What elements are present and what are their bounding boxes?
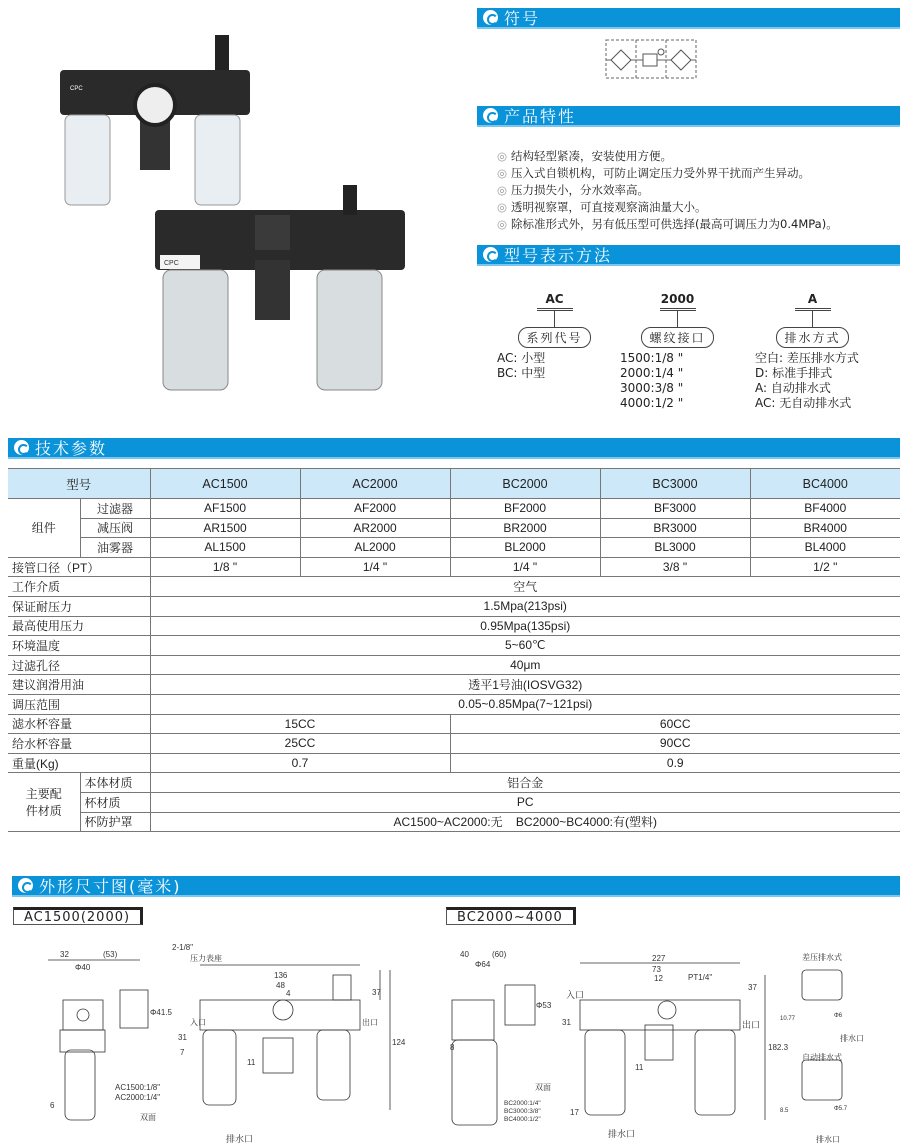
table-cell: 铝合金 [150,773,900,793]
code-value: AC [545,292,564,306]
table-cell: 油雾器 [80,538,150,558]
dimension-drawing-bc [430,930,900,1148]
table-cell: 5~60℃ [150,636,900,656]
table-row [8,655,900,675]
pneumatic-symbol [605,38,700,80]
svg-text:排水口: 排水口 [226,1134,254,1144]
svg-text:40: 40 [460,950,469,959]
table-cell: 0.05~0.85Mpa(7~121psi) [150,694,900,714]
svg-text:BC3000:3/8": BC3000:3/8" [504,1108,541,1115]
table-row [8,694,900,714]
code-option: 1500:1/8 " [620,351,684,365]
table-cell: BL2000 [450,538,600,558]
svg-text:37: 37 [372,988,381,997]
table-cell: 空气 [150,577,900,597]
table-cell: AL2000 [300,538,450,558]
section-icon [18,878,33,893]
section-header-dimensions [12,876,900,897]
section-header-features [477,106,900,127]
feature-text: 结构轻型紧凑，安装使用方便。 [511,149,673,163]
table-cell: BL3000 [600,538,750,558]
table-cell: 杯防护罩 [80,812,150,832]
svg-text:BC2000:1/4": BC2000:1/4" [504,1100,541,1107]
section-title: 型号表示方法 [504,246,613,265]
svg-text:136: 136 [274,971,288,980]
svg-text:12: 12 [654,974,663,983]
table-cell: 1/4 " [450,557,600,577]
code-label: 螺纹接口 [641,327,713,348]
section-header-model [477,245,900,266]
svg-text:排水口: 排水口 [840,1034,864,1043]
table-cell: BL4000 [750,538,900,558]
section-icon [14,440,29,455]
svg-text:出口: 出口 [742,1020,761,1030]
table-row [8,557,900,577]
table-cell: AF1500 [150,499,300,519]
svg-text:入口: 入口 [566,990,585,1000]
table-cell: 调压范围 [8,694,150,714]
table-cell: BF3000 [600,499,750,519]
small-frl-unit [60,35,250,205]
table-cell: AC1500~AC2000:无 BC2000~BC4000:有(塑料) [150,812,900,832]
table-cell: 15CC [150,714,450,734]
section-title: 符号 [504,9,541,28]
svg-text:AC1500:1/8": AC1500:1/8" [115,1083,161,1092]
svg-text:37: 37 [748,983,757,992]
code-value: A [807,292,818,306]
code-stem [812,311,813,327]
feature-item [497,165,838,182]
feature-item [497,216,838,233]
section-icon [483,247,498,262]
svg-text:32: 32 [60,950,69,959]
code-option: 2000:1/4 " [620,366,684,380]
bullet-icon: ◎ [497,166,508,180]
code-option: BC: 中型 [497,366,546,380]
section-title: 产品特性 [504,107,577,126]
svg-text:17: 17 [570,1108,579,1117]
svg-text:Φ53: Φ53 [536,1001,552,1010]
table-row [8,714,900,734]
table-cell: 3/8 " [600,557,750,577]
svg-text:压力表座: 压力表座 [190,954,222,963]
svg-text:8.5: 8.5 [780,1108,789,1114]
svg-text:(53): (53) [103,950,118,959]
code-option: D: 标准手排式 [755,366,833,380]
bullet-icon: ◎ [497,217,508,231]
table-cell: 60CC [450,714,900,734]
table-cell: 40μm [150,655,900,675]
table-cell: BF2000 [450,499,600,519]
svg-text:31: 31 [562,1018,571,1027]
table-cell: 减压阀 [80,518,150,538]
feature-item [497,199,838,216]
table-row [8,518,900,538]
table-cell: 保证耐压力 [8,596,150,616]
table-cell: 0.7 [150,753,450,773]
feature-item [497,148,838,165]
table-cell: 1/8 " [150,557,300,577]
svg-text:182.3: 182.3 [768,1043,789,1052]
table-cell: PC [150,792,900,812]
table-row [8,792,900,812]
svg-text:PT1/4": PT1/4" [688,973,713,982]
table-cell: 25CC [150,734,450,754]
svg-text:出口: 出口 [362,1018,378,1027]
table-cell: BR4000 [750,518,900,538]
svg-text:6: 6 [50,1101,55,1110]
table-cell: AF2000 [300,499,450,519]
model-code-part [497,292,612,381]
svg-text:(60): (60) [492,950,507,959]
svg-text:BC4000:1/2": BC4000:1/2" [504,1116,541,1123]
svg-text:31: 31 [178,1033,187,1042]
medium-frl-unit [155,185,405,390]
section-header-specs [8,438,900,459]
code-stem [677,311,678,327]
table-header-row [8,469,900,499]
code-option: 3000:3/8 " [620,381,684,395]
feature-text: 压力损失小，分水效率高。 [511,183,650,197]
table-cell: 最高使用压力 [8,616,150,636]
svg-text:73: 73 [652,965,661,974]
code-option: AC: 小型 [497,351,546,365]
svg-text:自动排水式: 自动排水式 [802,1053,842,1062]
table-cell: BC2000 [450,469,600,499]
svg-text:双面: 双面 [535,1083,551,1092]
svg-text:48: 48 [276,981,285,990]
svg-text:2-1/8": 2-1/8" [172,943,194,952]
svg-text:CPC: CPC [164,260,179,267]
table-cell: 型号 [8,469,150,499]
product-photo [55,30,435,400]
svg-text:Φ41.5: Φ41.5 [150,1008,172,1017]
dimension-drawing-ac [0,930,430,1148]
svg-text:8: 8 [450,1043,455,1052]
svg-text:10.77: 10.77 [780,1016,796,1022]
bullet-icon: ◎ [497,149,508,163]
table-cell: 接管口径（PT） [8,557,150,577]
dimension-tag-ac: AC1500(2000) [13,907,143,925]
table-cell: BC3000 [600,469,750,499]
svg-text:227: 227 [652,954,666,963]
table-cell: BC4000 [750,469,900,499]
svg-text:11: 11 [247,1058,256,1067]
svg-text:AC2000:1/4": AC2000:1/4" [115,1093,161,1102]
table-cell: 过滤器 [80,499,150,519]
spec-table [8,468,900,832]
svg-text:CPC: CPC [70,86,83,92]
code-label: 系列代号 [518,327,590,348]
table-cell: 90CC [450,734,900,754]
table-row [8,636,900,656]
table-cell: BR3000 [600,518,750,538]
bullet-icon: ◎ [497,183,508,197]
svg-text:入口: 入口 [190,1018,206,1027]
table-cell: AC1500 [150,469,300,499]
table-cell: 环境温度 [8,636,150,656]
table-row [8,753,900,773]
table-cell: 杯材质 [80,792,150,812]
svg-text:124: 124 [392,1038,406,1047]
table-cell: 过滤孔径 [8,655,150,675]
svg-text:差压排水式: 差压排水式 [802,953,842,962]
table-cell: 0.95Mpa(135psi) [150,616,900,636]
table-row [8,812,900,832]
section-icon [483,10,498,25]
svg-text:排水口: 排水口 [608,1129,636,1139]
code-option: 4000:1/2 " [620,396,684,410]
table-row [8,734,900,754]
section-icon [483,108,498,123]
svg-text:11: 11 [635,1063,644,1072]
feature-text: 压入式自锁机构，可防止调定压力受外界干扰而产生异动。 [511,166,811,180]
feature-list [497,148,838,233]
svg-text:Φ64: Φ64 [475,960,491,969]
table-cell: 0.9 [450,753,900,773]
table-cell: 本体材质 [80,773,150,793]
table-cell: BR2000 [450,518,600,538]
table-cell: AR2000 [300,518,450,538]
svg-text:排水口: 排水口 [816,1135,840,1144]
table-row [8,499,900,519]
table-cell: 透平1号油(IOSVG32) [150,675,900,695]
table-cell: AR1500 [150,518,300,538]
code-stem [554,311,555,327]
table-cell: 给水杯容量 [8,734,150,754]
svg-text:4: 4 [286,989,291,998]
table-cell: 组件 [8,499,80,558]
table-cell: 1/4 " [300,557,450,577]
table-row [8,538,900,558]
table-row [8,675,900,695]
feature-text: 除标准形式外，另有低压型可供选择(最高可调压力为0.4MPa)。 [511,217,838,231]
table-cell: 工作介质 [8,577,150,597]
model-code-part [755,292,870,411]
table-cell: AC2000 [300,469,450,499]
table-cell: 建议润滑用油 [8,675,150,695]
code-option: 空白: 差压排水方式 [755,351,859,365]
bullet-icon: ◎ [497,200,508,214]
table-row [8,577,900,597]
table-row [8,773,900,793]
table-cell: 1/2 " [750,557,900,577]
code-option: A: 自动排水式 [755,381,831,395]
table-row [8,616,900,636]
section-title: 技术参数 [35,439,108,458]
feature-item [497,182,838,199]
svg-text:Φ5.7: Φ5.7 [834,1106,848,1112]
code-label: 排水方式 [776,327,848,348]
table-cell: BF4000 [750,499,900,519]
table-row [8,596,900,616]
table-cell: 重量(Kg) [8,753,150,773]
table-cell: 滤水杯容量 [8,714,150,734]
model-code-part [620,292,735,411]
table-cell: 1.5Mpa(213psi) [150,596,900,616]
dimension-tag-bc: BC2000~4000 [446,907,576,925]
svg-text:Φ40: Φ40 [75,963,91,972]
code-value: 2000 [660,292,695,306]
svg-text:双面: 双面 [140,1113,156,1122]
section-header-symbol [477,8,900,29]
feature-text: 透明视察罩，可直接观察滴油量大小。 [511,200,707,214]
table-cell: 主要配件材质 [8,773,80,832]
section-title: 外形尺寸图(毫米) [39,877,182,896]
svg-text:7: 7 [180,1048,185,1057]
table-cell: AL1500 [150,538,300,558]
code-option: AC: 无自动排水式 [755,396,852,410]
svg-text:Φ6: Φ6 [834,1013,843,1019]
